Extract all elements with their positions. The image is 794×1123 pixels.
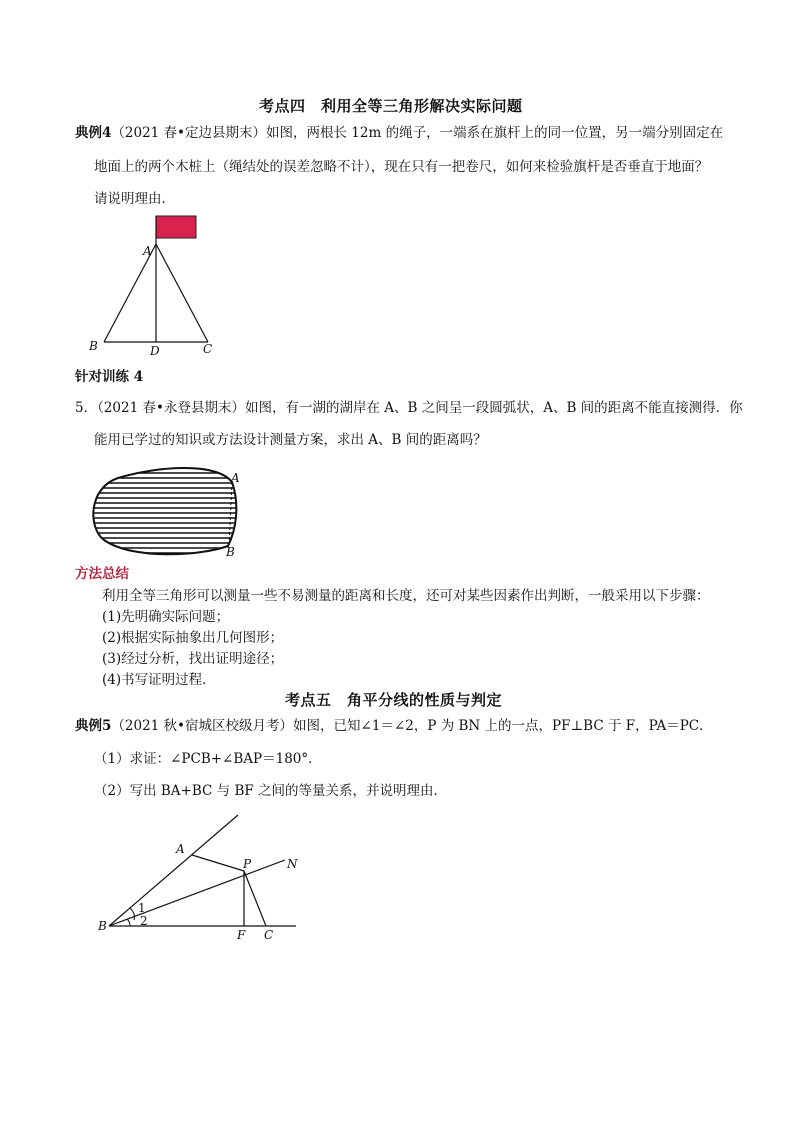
method-summary-title: 方法总结 bbox=[75, 566, 129, 582]
example-5-label: 典例5 bbox=[75, 718, 112, 734]
method-step-4: (4)书写证明过程． bbox=[102, 672, 216, 688]
example-4-label: 典例4 bbox=[75, 125, 112, 141]
angle-arc-2 bbox=[127, 919, 130, 926]
label-A: A bbox=[143, 244, 152, 258]
ray-bn bbox=[109, 860, 285, 926]
label-B: B bbox=[89, 339, 98, 353]
ray-ba bbox=[109, 815, 238, 926]
lake-label-B: B bbox=[226, 545, 235, 559]
section-title-4: 考点四 利用全等三角形解决实际问题 bbox=[259, 97, 523, 115]
fig5-label-B: B bbox=[98, 919, 107, 933]
fig5-label-N: N bbox=[287, 857, 298, 871]
example-5-part2: （2）写出 BA+BC 与 BF 之间的等量关系，并说明理由． bbox=[94, 783, 448, 799]
example-4-text1: （2021 春•定边县期末）如图，两根长 12m 的绳子，一端系在旗杆上的同一位置，另一端分别固定在 bbox=[111, 125, 724, 141]
section-title-5: 考点五 角平分线的性质与判定 bbox=[285, 691, 503, 709]
example-4-line2: 地面上的两个木桩上（绳结处的误差忽略不计），现在只有一把卷尺，如何来检验旗杆是否垂直于地面？ bbox=[94, 159, 709, 175]
training-4-label: 针对训练 4 bbox=[75, 369, 144, 385]
label-D: D bbox=[150, 344, 160, 358]
question-5-line2: 能用已学过的知识或方法设计测量方案，求出 A、B 间的距离吗？ bbox=[94, 432, 487, 448]
fig5-label-A: A bbox=[176, 842, 185, 856]
method-step-2: (2)根据实际抽象出几何图形； bbox=[102, 630, 284, 646]
fig5-angle-2: 2 bbox=[140, 914, 148, 928]
label-C: C bbox=[203, 342, 213, 356]
example-5-text1: （2021 秋•宿城区校级月考）如图，已知∠1＝∠2，P 为 BN 上的一点，PF⊥BC 于 F，PA＝PC． bbox=[111, 718, 713, 734]
method-step-1: (1)先明确实际问题； bbox=[102, 609, 230, 625]
fig5-label-F: F bbox=[237, 928, 246, 942]
example-5-part1: （1）求证：∠PCB+∠BAP＝180°． bbox=[94, 751, 322, 767]
method-step-3: (3)经过分析，找出证明途径； bbox=[102, 651, 284, 667]
fig5-label-C: C bbox=[264, 928, 274, 942]
fig5-angle-1: 1 bbox=[138, 901, 146, 915]
fig5-label-P: P bbox=[243, 857, 252, 871]
segment-pc bbox=[244, 871, 266, 926]
segment-pa bbox=[192, 855, 244, 871]
example-4-line3: 请说明理由． bbox=[94, 191, 175, 207]
method-intro: 利用全等三角形可以测量一些不易测量的距离和长度，还可对某些因素作出判断，一般采用以下步骤： bbox=[102, 588, 710, 604]
question-5-line1: 5．（2021 春•永登县期末）如图，有一湖的湖岸在 A、B 之间呈一段圆弧状，A、B 间的距离不能直接测得．你 bbox=[75, 400, 743, 416]
lake-label-A: A bbox=[231, 471, 240, 485]
